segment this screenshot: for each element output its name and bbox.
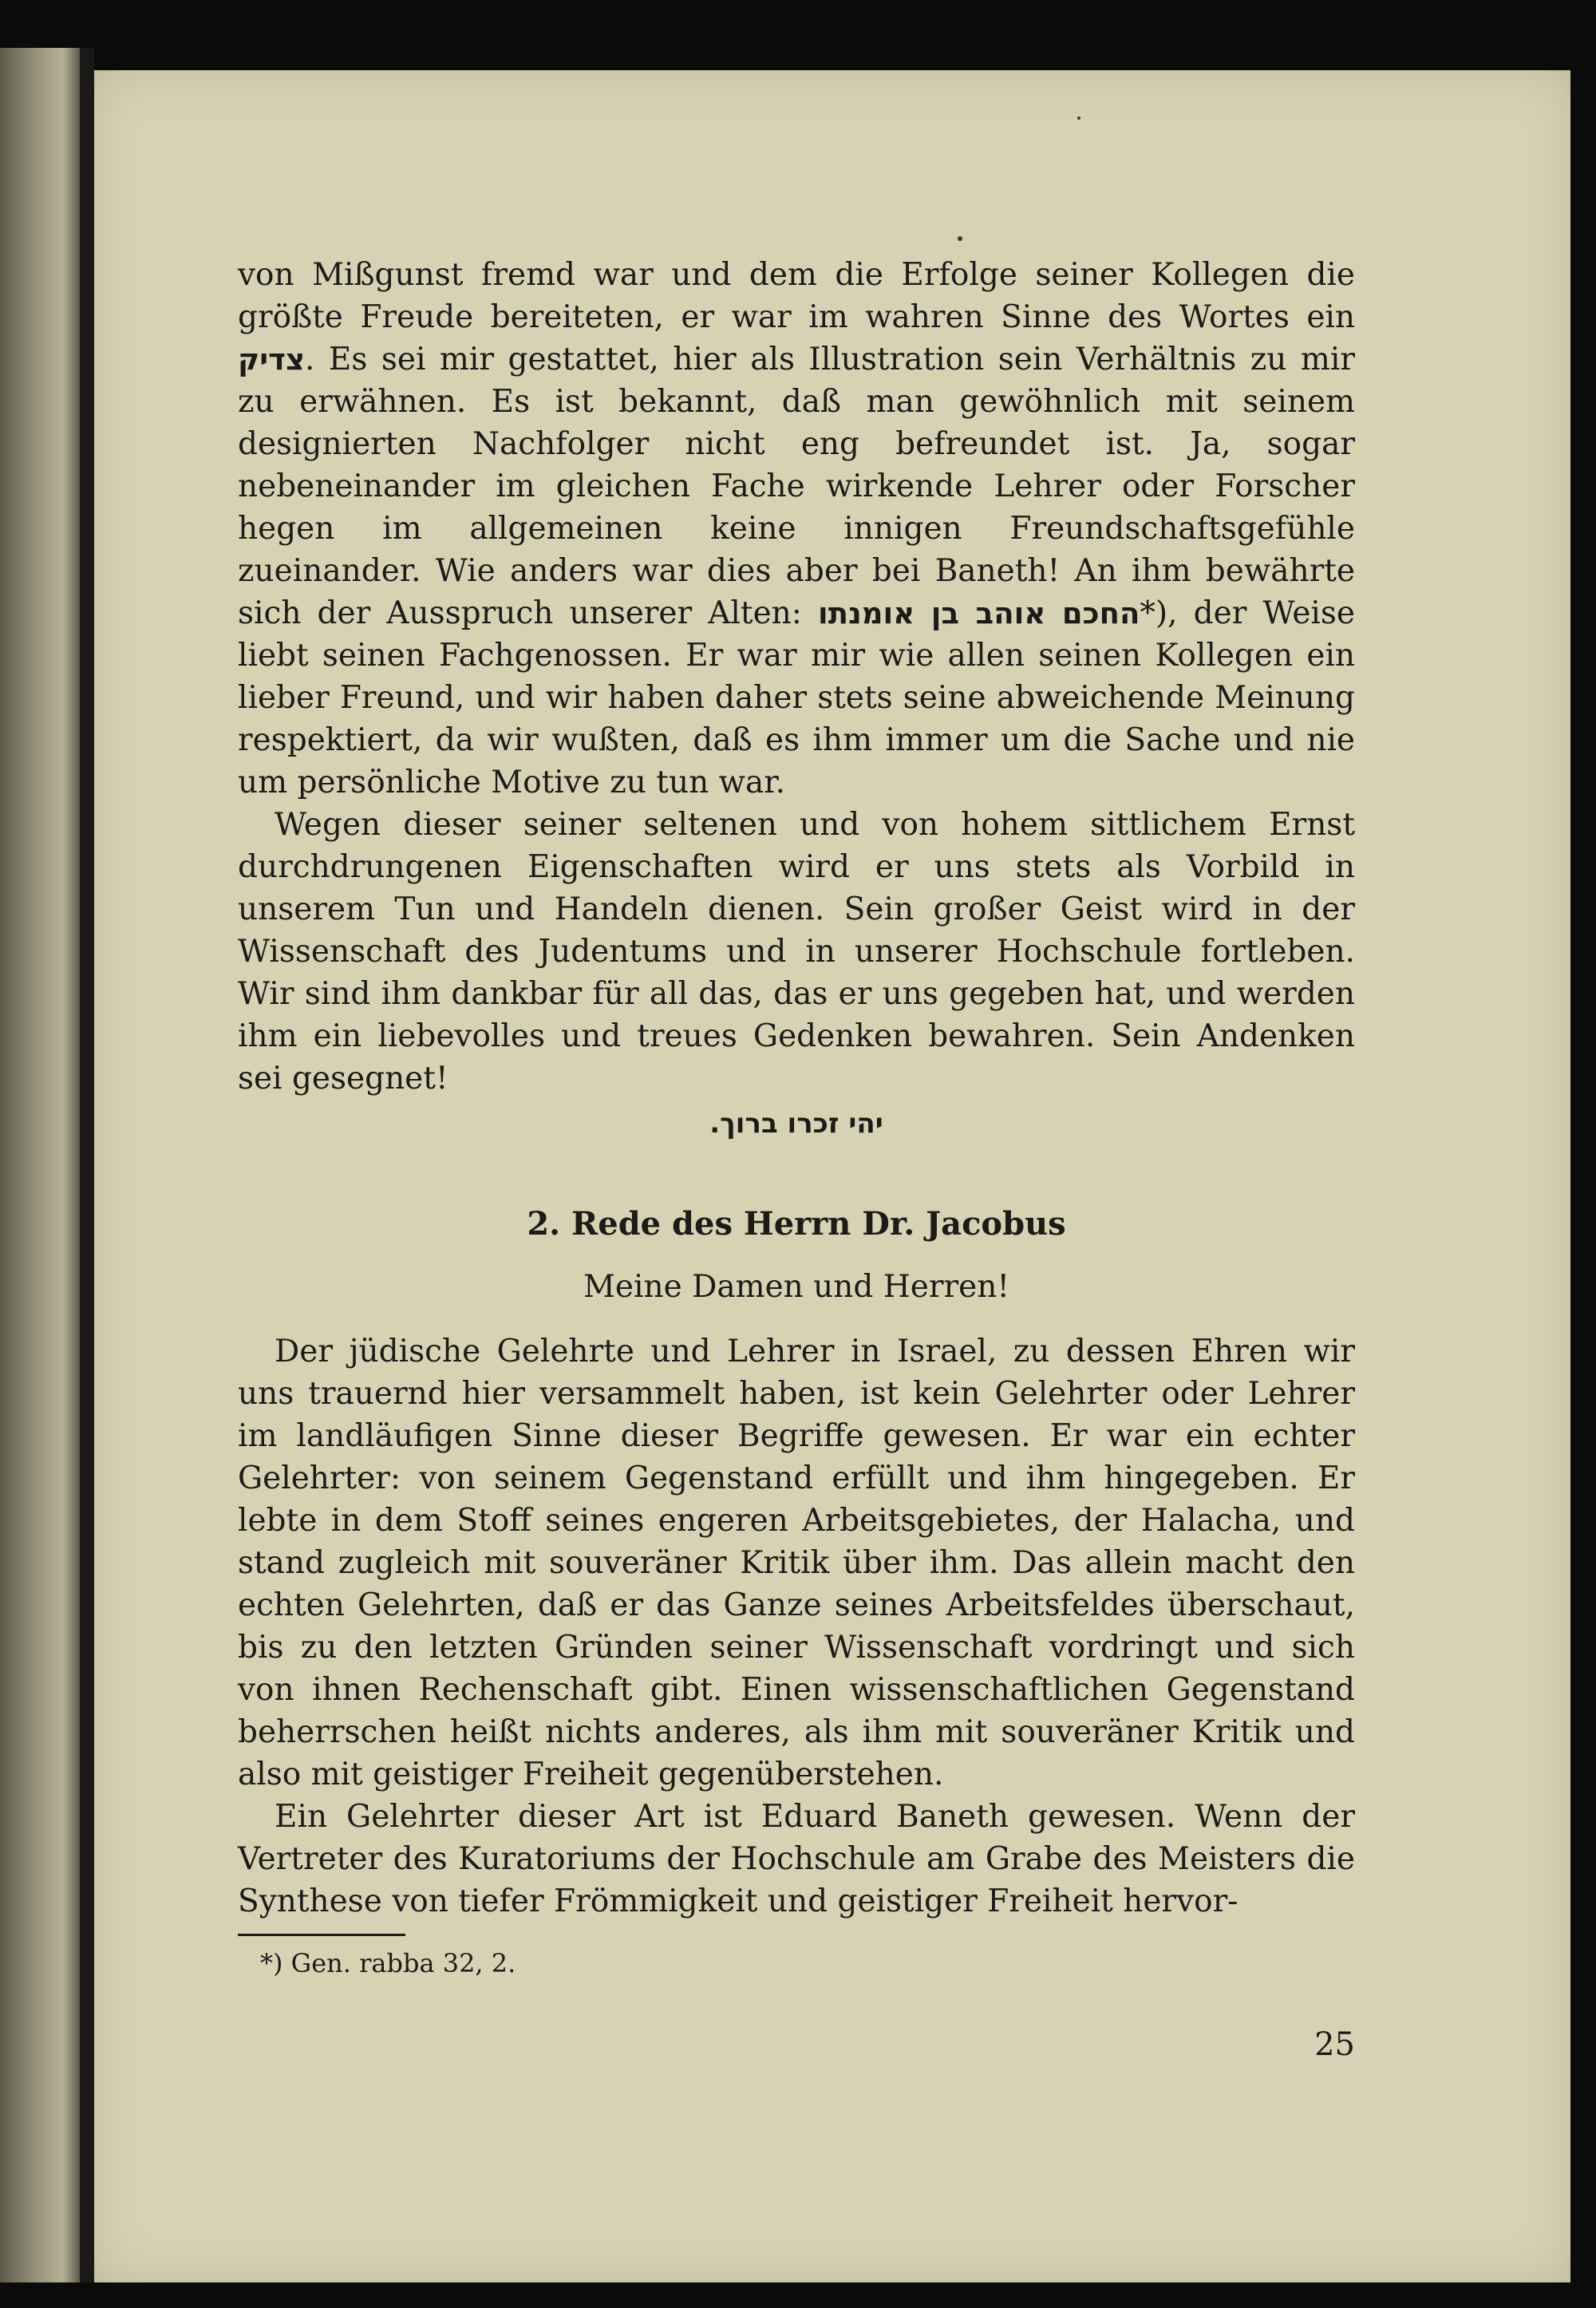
hebrew-blessing: יהי זכרו ברוך.: [709, 1108, 883, 1140]
footnote-marker: *): [1140, 595, 1168, 631]
speck-mark: [958, 236, 962, 241]
body-text: [238, 254, 1355, 2066]
page-number: 25: [1314, 2026, 1355, 2063]
footnote: *) Gen. rabba 32, 2.: [260, 1948, 516, 1978]
hebrew-word-tzaddik: צדיק: [238, 342, 306, 377]
spine-gutter: [80, 48, 94, 2282]
speck-mark: [1077, 117, 1080, 120]
footnote-divider: [238, 1934, 405, 1936]
paragraph-1-part-2: . Es sei mir gestattet, hier als Illustration sein Verhältnis zu mir zu erwähnen. Es ist bekannt, daß man gewöhnlich mit seinem designierten Nachfolger nicht eng befreundet ist. Ja, sogar nebeneinander im gleichen Fache wirkende Lehrer oder Forscher hegen im allgemeinen keine innigen Freundschaftsgefühle zueinander. Wie anders war dies aber bei Baneth! An ihm bewährte sich der Ausspruch unserer Alten:: [238, 342, 1355, 631]
paragraph-1-part-1: von Mißgunst fremd war und dem die Erfolge seiner Kollegen die größte Freude bereiteten, er war im wahren Sinne des Wortes ein: [238, 257, 1355, 335]
paragraph-3: Der jüdische Gelehrte und Lehrer in Israel, zu dessen Ehren wir uns trauernd hier versammelt haben, ist kein Gelehrter oder Lehrer im landläufigen Sinne dieser Begriffe gewesen. Er war ein echter Gelehrter: von seinem Gegenstand erfüllt und ihm hingegeben. Er lebte in dem Stoff seines engeren Arbeitsgebietes, der Halacha, und stand zugleich mit souveräner Kritik über ihm. Das allein macht den echten Gelehrten, daß er das Ganze seines Arbeitsfeldes überschaut, bis zu den letzten Gründen seiner Wissenschaft vordringt und sich von ihnen Rechenschaft gibt. Einen wissenschaftlichen Gegenstand beherrschen heißt nichts anderes, als ihm mit souveräner Kritik und also mit geistiger Freiheit gegenüberstehen.: [238, 1334, 1355, 1792]
paragraph-1: [238, 254, 1355, 804]
paragraph-4: Ein Gelehrter dieser Art ist Eduard Baneth gewesen. Wenn der Vertreter des Kuratoriums der Hochschule am Grabe des Meisters die Synthese von tiefer Frömmigkeit und geistiger Freiheit hervor-: [238, 1799, 1355, 1919]
book-spine: [0, 48, 89, 2282]
page-sheet: [94, 70, 1570, 2282]
hebrew-quote: החכם אוהב בן אומנתו: [818, 596, 1140, 630]
section-heading: 2. Rede des Herrn Dr. Jacobus: [527, 1205, 1066, 1243]
salutation: Meine Damen und Herren!: [583, 1269, 1010, 1305]
paragraph-1-part-3: , der Weise liebt seinen Fachgenossen. Er war mir wie allen seinen Kollegen ein lieber Freund, und wir haben daher stets seine abweichende Meinung respektiert, da wir wußten, daß es ihm immer um die Sache und nie um persönliche Motive zu tun war.: [238, 595, 1355, 800]
paragraph-2: Wegen dieser seiner seltenen und von hohem sittlichem Ernst durchdrungenen Eigenschaften wird er uns stets als Vorbild in unserem Tun und Handeln dienen. Sein großer Geist wird in der Wissenschaft des Judentums und in unserer Hochschule fortleben. Wir sind ihm dankbar für all das, das er uns gegeben hat, und werden ihm ein liebevolles und treues Gedenken bewahren. Sein Andenken sei gesegnet!: [238, 807, 1355, 1097]
